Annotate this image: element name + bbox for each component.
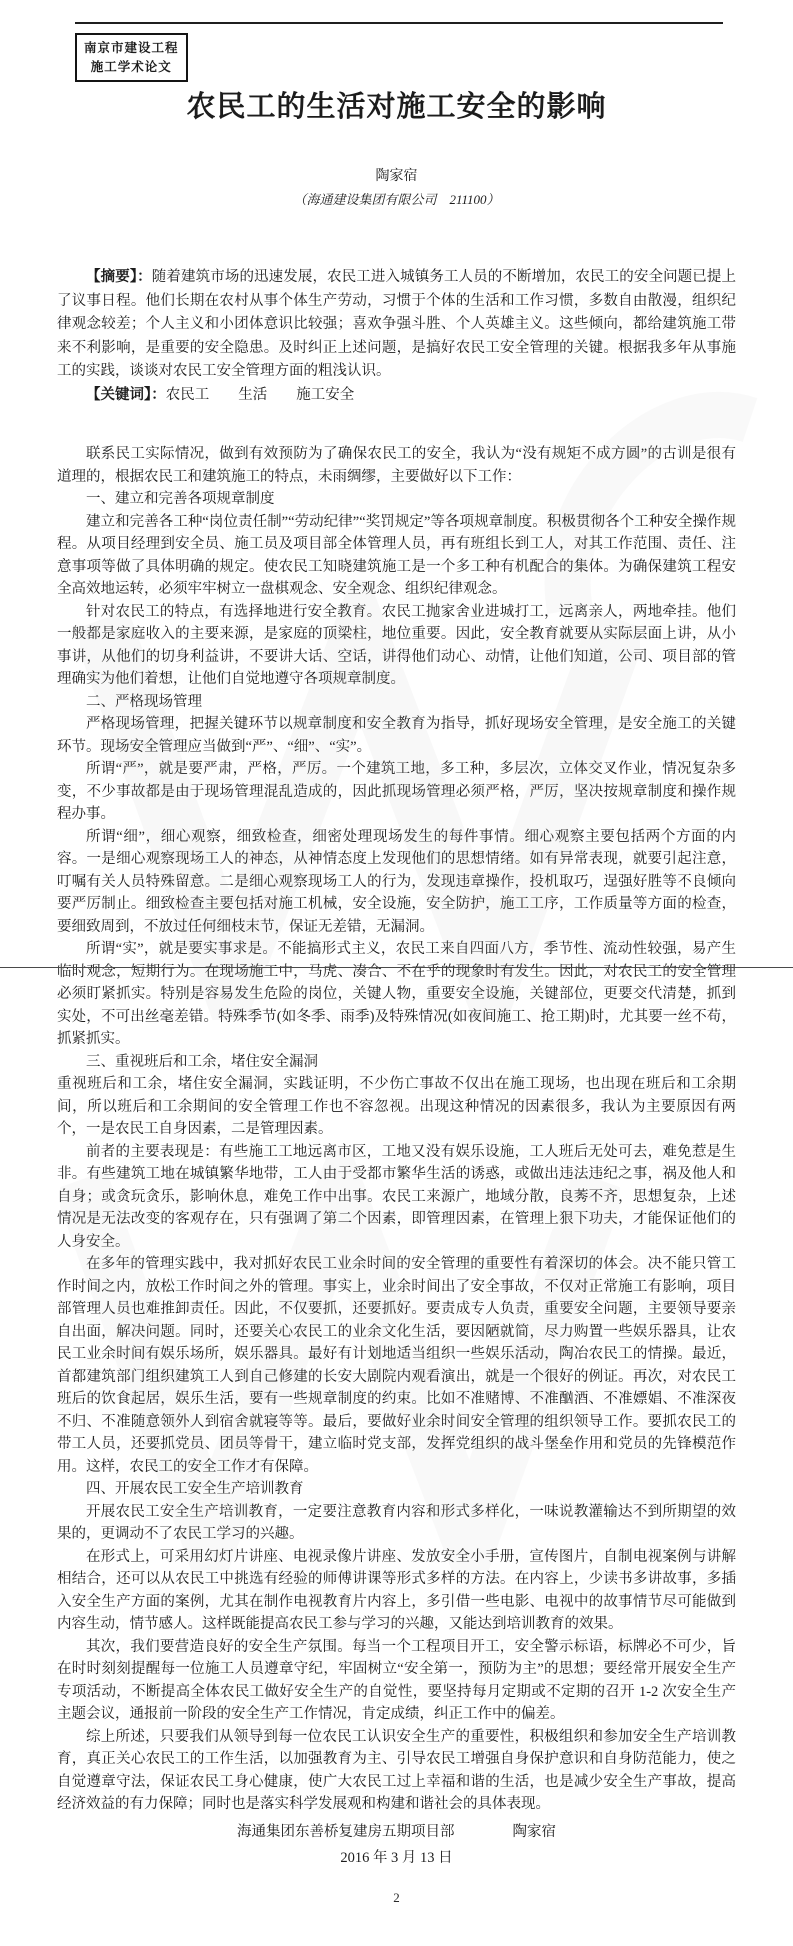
paragraph: 前者的主要表现是：有些施工工地远离市区，工地又没有娱乐设施，工人班后无处可去，难免惹是生非。有些建筑工地在城镇繁华地带，工人由于受都市繁华生活的诱惑，或做出违法违纪之事，祸及他人和自身；或贪玩贪乐，影响休息，难免工作中出事。农民工来源广，地域分散，良莠不齐，思想复杂，上述情况是无法改变的客观存在，只有强调了第二个因素，即管理因素，在管理上狠下功夫，才能保证他们的人身安全。 [57, 1143, 736, 1250]
paragraph: 所谓“实”，就是要实事求是。不能搞形式主义，农民工来自四面八方，季节性、流动性较强，易产生临时观念，短期行为。在现场施工中，马虎、凑合、不在乎的现象时有发生。因此，对农民工的安全管理必须盯紧抓实。特别是容易发生危险的岗位，关键人物，重要安全设施，关键部位，更要交代清楚，抓到实处，不可出丝毫差错。特殊季节(如冬季、雨季)及特殊情况(如夜间施工、抢工期)时，尤其要一丝不苟，抓紧抓实。 [57, 941, 736, 1047]
section-heading: 一、建立和完善各项规章制度 [86, 491, 275, 507]
footer-signer: 陶家宿 [512, 1823, 556, 1840]
paragraph: 严格现场管理，把握关键环节以规章制度和安全教育为指导，抓好现场安全管理，是安全施工的关键环节。现场安全管理应当做到“严”、“细”、“实”。 [57, 716, 736, 755]
abstract-label: 【摘要】： [86, 269, 152, 285]
stamp-line-1: 南京市建设工程 [84, 41, 179, 55]
paragraph: 针对农民工的特点，有选择地进行安全教育。农民工抛家舍业进城打工，远离亲人，两地牵挂。他们一般都是家庭收入的主要来源，是家庭的顶梁柱，地位重要。因此，安全教育就要从实际层面上讲，从小事讲，从他们的切身利益讲，不要讲大话、空话，讲得他们动心、动情，让他们知道，公司、项目部的管理确实为他们着想，让他们自觉地遵守各项规章制度。 [57, 603, 736, 687]
paragraph: 在形式上，可采用幻灯片讲座、电视录像片讲座、发放安全小手册，宣传图片，自制电视案例与讲解相结合，还可以从农民工中挑选有经验的师傅讲课等形式多样的方法。在内容上，少读书多讲故事，多插入安全生产方面的案例，尤其在制作电视教育片内容上，多引借一些电影、电视中的故事情节尽可能做到内容生动，情节感人。这样既能提高农民工参与学习的兴趣，又能达到培训教育的效果。 [57, 1548, 736, 1632]
paragraph: 开展农民工安全生产培训教育，一定要注意教育内容和形式多样化，一味说教灌输达不到所期望的效果的，更调动不了农民工学习的兴趣。 [57, 1503, 736, 1542]
paragraph: 建立和完善各工种“岗位责任制”“劳动纪律”“奖罚规定”等各项规章制度。积极贯彻各个工种安全操作规程。从项目经理到安全员、施工员及项目部全体管理人员，再有班组长到工人，对其工作范围、责任、注意事项等做了具体明确的规定。使农民工知晓建筑施工是一个多工种有机配合的集体。为确保建筑工程安全高效地运转，必须牢牢树立一盘棋观念、安全观念、组织纪律观念。 [57, 513, 736, 597]
paragraph: 所谓“细”，细心观察，细致检查，细密处理现场发生的每件事情。细心观察主要包括两个方面的内容。一是细心观察现场工人的神态，从神情态度上发现他们的思想情绪。如有异常表现，就要引起注意，叮嘱有关人员特殊留意。二是细心观察现场工人的行为，发现违章操作，投机取巧，逞强好胜等不良倾向要严厉制止。细致检查主要包括对施工机械，安全设施，安全防护，施工工序，工作质量等方面的检查，要细致周到，不放过任何细枝末节，保证无差错，无漏洞。 [57, 828, 736, 935]
footer-project-line [57, 1821, 736, 1844]
abstract-paragraph [57, 266, 736, 384]
body-content [57, 443, 736, 1816]
paragraph: 联系民工实际情况，做到有效预防为了确保农民工的安全，我认为“没有规矩不成方圆”的古训是很有道理的，根据农民工和建筑施工的特点，未雨绸缪，主要做好以下工作： [57, 446, 736, 485]
author-affiliation: （海通建设集团有限公司 211100） [293, 192, 500, 207]
abstract-section [57, 266, 736, 407]
paragraph: 重视班后和工余，堵住安全漏洞，实践证明，不少伤亡事故不仅出在施工现场，也出现在班后和工余期间，所以班后和工余期间的安全管理工作也不容忽视。出现这种情况的因素很多，我认为主要原因有两个，一是农民工自身因素，二是管理因素。 [57, 1076, 736, 1137]
keywords-text: 农民工 生活 施工安全 [165, 386, 355, 403]
section-heading: 四、开展农民工安全生产培训教育 [86, 1481, 304, 1497]
footer-date: 2016 年 3 月 13 日 [340, 1849, 453, 1866]
paragraph: 所谓“严”，就是要严肃，严格，严厉。一个建筑工地，多工种，多层次，立体交叉作业，情况复杂多变，不少事故都是由于现场管理混乱造成的，因此抓现场管理必须严格，严厉，坚决按规章制度和操作规程办事。 [57, 761, 736, 822]
abstract-text: 随着建筑市场的迅速发展，农民工进入城镇务工人员的不断增加，农民工的安全问题已提上了议事日程。他们长期在农村从事个体生产劳动，习惯于个体的生活和工作习惯，多数自由散漫，组织纪律观念较差；个人主义和小团体意识比较强；喜欢争强斗胜、个人英雄主义。这些倾向，都给建筑施工带来不利影响，是重要的安全隐患。及时纠正上述问题，是搞好农民工安全管理的关键。根据我多年从事施工的实践，谈谈对农民工安全管理方面的粗浅认识。 [57, 269, 737, 379]
approval-stamp [75, 33, 188, 82]
section-heading: 二、严格现场管理 [86, 693, 202, 710]
header-rule [75, 22, 723, 24]
paper-title: 农民工的生活对施工安全的影响 [186, 91, 607, 123]
scan-artifact-line [0, 967, 793, 968]
keywords-line [57, 384, 736, 408]
paragraph: 在多年的管理实践中，我对抓好农民工业余时间的安全管理的重要性有着深切的体会。决不能只管工作时间之内，放松工作时间之外的管理。事实上，业余时间出了安全事故，不仅对正常施工有影响，项目部管理人员也难推卸责任。因此，不仅要抓，还要抓好。要责成专人负责，重要安全问题，主要领导要亲自出面，解决问题。同时，还要关心农民工的业余文化生活，要因陋就简，尽力购置一些娱乐器具，让农民工业余时间有娱乐场所，娱乐器具。最好有计划地适当组织一些娱乐活动，陶冶农民工的情操。最近，首都建筑部门组织建筑工人到自己修建的长安大剧院内观看演出，就是一个很好的例证。再次，对农民工班后的饮食起居，娱乐生活，要有一些规章制度的约束。比如不准赌博、不准酗酒、不准嫖娼、不准深夜不归、不准随意领外人到宿舍就寝等等。最后，要做好业余时间安全管理的组织领导工作。要抓农民工的带工人员，还要抓党员、团员等骨干，建立临时党支部，发挥党组织的战斗堡垒作用和党员的先锋模范作用。这样，农民工的安全工作才有保障。 [57, 1256, 736, 1475]
keywords-label: 【关键词】： [86, 386, 166, 403]
paragraph: 其次，我们要营造良好的安全生产氛围。每当一个工程项目开工，安全警示标语，标牌必不可少，旨在时时刻刻提醒每一位施工人员遵章守纪，牢固树立“安全第一，预防为主”的思想；要经常开展安全生产专项活动，不断提高全体农民工做好安全生产的自觉性，要坚持每月定期或不定期的召开 1-2 次安全生产主题会议，通报前一阶段的安全生产工作情况，肯定成绩，纠正工作中的偏差。 [57, 1638, 736, 1722]
paragraph: 综上所述，只要我们从领导到每一位农民工认识安全生产的重要性，积极组织和参加安全生产培训教育，真正关心农民工的工作生活，以加强教育为主、引导农民工增强自身保护意识和自身防范能力，使之自觉遵章守法，保证农民工身心健康，使广大农民工过上幸福和谐的生活，也是减少安全生产事故，提高经济效益的有力保障；同时也是落实科学发展观和构建和谐社会的具体表现。 [57, 1728, 736, 1812]
author-name: 陶家宿 [375, 169, 418, 184]
stamp-line-2: 施工学术论文 [90, 60, 172, 74]
section-heading: 三、重视班后和工余，堵住安全漏洞 [86, 1053, 318, 1070]
footer-project: 海通集团东善桥复建房五期项目部 [237, 1823, 455, 1840]
page-number: 2 [393, 1890, 400, 1905]
